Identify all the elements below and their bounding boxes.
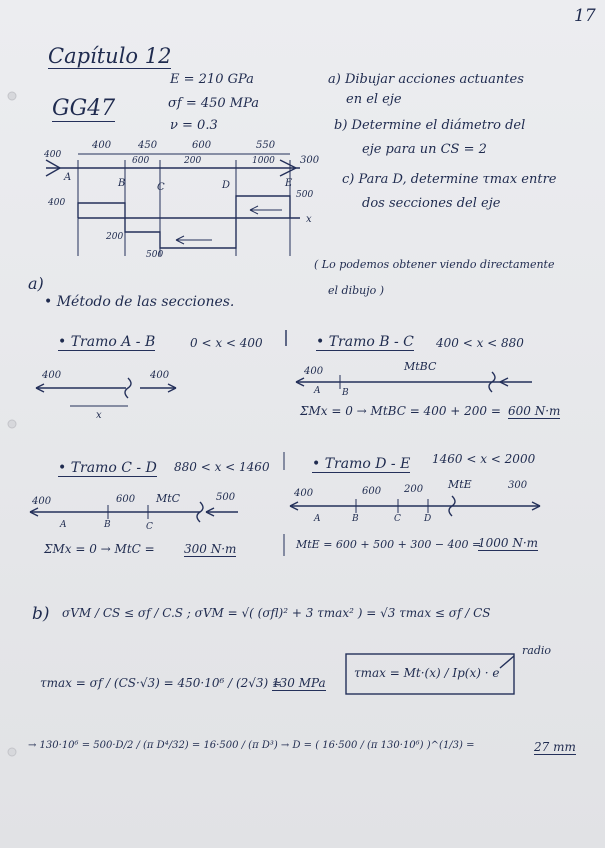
sub-200: 200 [184,156,202,166]
chapter-title: Capítulo 12 [48,44,172,68]
tramo-cd-a: A [60,520,67,530]
tramo-cd-l2: 600 [116,494,136,505]
tramo-cd-title: • Tramo C - D [58,460,157,476]
tramo-de-l2: 600 [362,486,382,497]
tramo-bc-left: 400 [304,366,324,377]
tramo-de-d: D [424,514,432,524]
tramo-bc-result: 600 N·m [508,404,561,418]
tramo-cd-m: MtC [156,492,181,505]
radio-note: radio [522,644,551,657]
tramo-cd-c: C [146,522,153,532]
tramo-bc-b: B [342,388,349,398]
torque-400: 400 [92,140,112,151]
torque-300: 300 [300,155,320,166]
tramo-de-l3: 200 [404,484,424,495]
tramo-cd-b: B [104,520,111,530]
part-a-label: a) [28,274,44,293]
tramo-de-m: MtE [448,478,472,491]
sub-1000: 1000 [252,156,275,166]
part-b-label: b) [32,604,50,624]
part-b-line2-result: 130 MPa [272,676,326,690]
moment-200: 200 [106,232,124,242]
sub-600: 600 [132,156,150,166]
tramo-de-title: • Tramo D - E [312,456,411,472]
tramo-cd-range: 880 < x < 1460 [174,460,270,474]
moment-400: 400 [48,198,66,208]
tramo-cd-l3: 500 [216,492,236,503]
moment-500-bottom: 500 [146,250,164,260]
tramo-de-a: A [314,514,321,524]
torque-600: 600 [192,140,212,151]
tramo-de-range: 1460 < x < 2000 [432,452,536,466]
tmax-formula: τmax = Mt·(x) / Ip(x) · e [354,666,500,680]
shaft-left-400: 400 [44,150,62,160]
note-line1: ( Lo podemos obtener viendo directamente [314,258,555,271]
task-a-line2: en el eje [346,92,402,107]
task-c-line1: c) Para D, determine τmax entre [342,172,557,187]
tramo-ab-x: x [96,410,102,421]
torque-450: 450 [138,140,158,151]
material-nu: ν = 0.3 [170,118,218,133]
tramo-bc-range: 400 < x < 880 [436,336,524,350]
tramo-ab-right: 400 [150,370,170,381]
tramo-cd-l1: 400 [32,496,52,507]
moment-500-right: 500 [296,190,314,200]
task-b-line2: eje para un CS = 2 [362,142,487,157]
material-sigma-f: σf = 450 MPa [168,96,260,111]
tramo-ab-left: 400 [42,370,62,381]
tramo-de-c: C [394,514,401,524]
tramo-cd-equation: ΣMx = 0 → MtC = [44,542,155,556]
tramo-de-l4: 300 [508,480,528,491]
tramo-bc-m: MtBC [404,360,437,373]
material-e: E = 210 GPa [170,72,254,87]
part-b-line2: τmax = σf / (CS·√3) = 450·10⁶ / (2√3) ≈ [40,676,283,690]
axis-x: x [306,214,312,225]
tramo-de-equation: MtE = 600 + 500 + 300 − 400 = [296,538,482,551]
tramo-bc-a: A [314,386,321,396]
tramo-ab-title: • Tramo A - B [58,334,156,350]
point-a: A [64,172,72,183]
tramo-de-b: B [352,514,359,524]
tramo-ab-range: 0 < x < 400 [190,336,263,350]
point-e: E [285,178,293,189]
tramo-de-l1: 400 [294,488,314,499]
point-b: B [118,178,126,189]
point-c: C [157,182,165,193]
tramo-bc-equation: ΣMx = 0 → MtBC = 400 + 200 = [300,404,501,418]
point-d: D [222,180,231,191]
torque-550: 550 [256,140,276,151]
tramo-de-result: 1000 N·m [478,536,539,550]
task-b-line1: b) Determine el diámetro del [334,118,526,133]
task-c-line2: dos secciones del eje [362,196,501,211]
part-b-line1: σVM / CS ≤ σf / C.S ; σVM = √( (σfl)² + 3 τmax² ) = √3 τmax ≤ σf / CS [62,606,491,620]
page-number: 17 [574,6,596,26]
task-a-line1: a) Dibujar acciones actuantes [328,72,524,87]
tramo-bc-title: • Tramo B - C [316,334,414,350]
part-b-line3-result: 27 mm [534,740,576,754]
method-title: • Método de las secciones. [44,294,235,310]
part-b-line3: → 130·10⁶ = 500·D/2 / (π D⁴/32) = 16·500 / (π D³) → D = ( 16·500 / (π 130·10⁶) )^(1/3) = [28,740,475,751]
problem-code: GG47 [52,96,116,121]
note-line2: el dibujo ) [328,284,385,297]
tramo-cd-result: 300 N·m [184,542,237,556]
